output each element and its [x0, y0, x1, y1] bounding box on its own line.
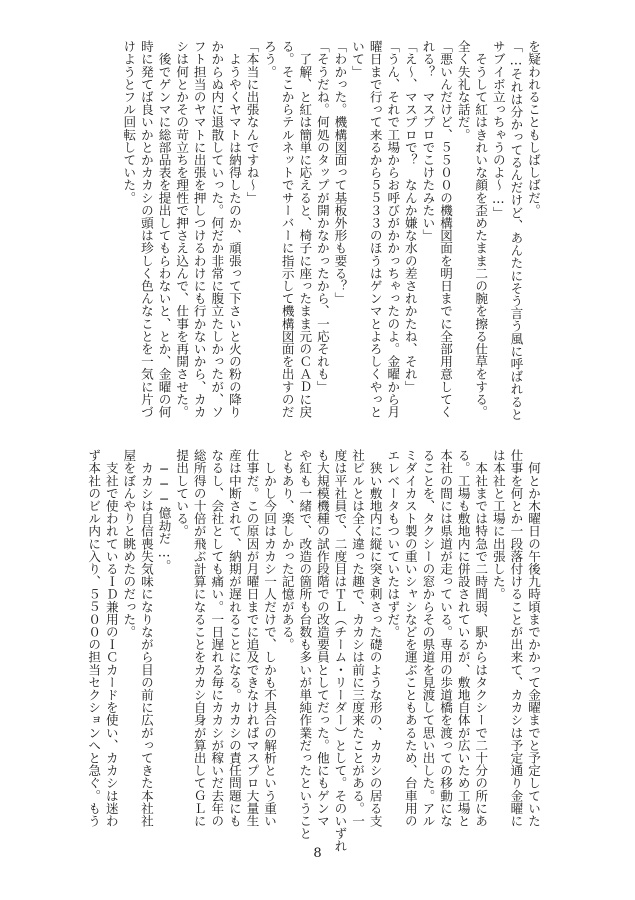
text-line: 曜日まで行って来るから５５３３のほうはゲンマとよろしくやっと	[367, 40, 383, 418]
text-line: 仕事を何とか一段落付けることが出来て、カカシは予定通り金曜に	[508, 449, 524, 827]
text-line: 「わかった。機構図面って基板外形も要る？」	[332, 40, 348, 305]
text-line: 支社で使われているＩＤ兼用のＩＣカードを使い、カカシは迷わ	[103, 449, 119, 827]
text-line: 「悪いんだけど、５５００の機構図面を明日までに全部用意してく	[438, 40, 454, 418]
text-line: 「…それは分かってるんだけど、あんたにそう言う風に呼ばれると	[508, 40, 524, 421]
text-line: けようとフル回転していた。	[121, 40, 137, 204]
text-line: 「本当に出張なんですね～」	[244, 40, 260, 204]
text-line: は本社と工場に出張した。	[490, 449, 506, 601]
text-line: 産は中断されて、納期が遅れることになる。カカシの責任問題にも	[226, 449, 242, 827]
text-line: る。工場も敷地内に併設されているが、敷地自体が広いため工場と	[455, 449, 471, 827]
text-line: 「え～、マスプロで？ なんか嫌な水の差されかたね、それ」	[402, 40, 418, 393]
text-line: 何とか木曜日の午後九時頃までかかって金曜までと予定していた	[526, 449, 541, 827]
text-line: 全く失礼な話だ。	[455, 40, 471, 141]
text-line: そうして紅はきれいな顔を歪めたまま二の腕を擦る仕草をする。	[473, 40, 489, 418]
text-line: 狭い敷地内に縦に突き刺さった礎のような形の、カカシの居る支	[367, 449, 383, 827]
text-line: 本社までは特急で二時間弱、駅からはタクシーで二十分の所にあ	[473, 449, 489, 827]
text-line: サブイボ立っちゃうのよ～…」	[490, 40, 506, 219]
text-line: いて」	[350, 40, 366, 78]
text-line: 度は平社員で、二度目はＴＬ（チーム・リーダー）として。そのいずれ	[332, 449, 348, 853]
text-line: ようやくヤマトは納得したのか、頑張って下さいと火の粉の降り	[226, 40, 242, 418]
text-line: を疑われることもしばしばだ。	[526, 40, 541, 217]
text-line: 仕事だ。この原因が月曜日までに追及できなければマスプロ大量生	[244, 449, 260, 827]
text-line: る。そこからテルネットでサーバーに指示して機構図面を出すのだ	[279, 40, 295, 418]
text-line: ることを、タクシーの窓からその県道を見渡して思い出した。アル	[420, 449, 436, 827]
text-line: フト担当のヤマトに出張を押しつけるわけにも行かないから、カカ	[191, 40, 207, 418]
lower-text-block	[86, 449, 542, 853]
text-line: 総所得の十倍が飛ぶ計算になることをカカシ自身が算出してＧＬに	[191, 449, 207, 827]
text-line: シは何とかその苛立ちを理性で押さえ込んで、仕事を再開させた。	[174, 40, 190, 418]
text-line: 社ビルとは全く違った趣で、カカシは前に三度来たことがある。一	[350, 449, 366, 827]
text-line: 後でゲンマに総部品表を提出してもらわないと、とか、金曜の何	[156, 40, 172, 418]
text-line: かからぬ内に退散していった。何だか非常に腹立たしかったが、ソ	[209, 40, 225, 418]
text-line: ミダイカスト製の重いシャシなどを運ぶこともあるため、台車用の	[402, 449, 418, 827]
text-line: 時に発てば良いかとかカカシの頭は珍しく色んなことを一気に片づ	[138, 40, 154, 418]
text-line: 提出している。	[174, 449, 190, 538]
text-line: や紅も一緒で、改造の箇所も台数も多いが単純作業だったということ	[297, 449, 313, 840]
text-line: 了解、と紅は簡単に応えると、椅子に座ったまま元のＣＡＤに戻	[297, 40, 313, 418]
text-line: れる？ マスプロでこけたみたい」	[420, 40, 436, 242]
text-line: カカシは自信喪失気味になりながら目の前に広がってきた本社社	[138, 449, 154, 827]
text-line: ず本社のビル内に入り、５５００の担当セクションへと急ぐ。もう	[86, 449, 102, 827]
upper-text-block	[102, 40, 542, 423]
text-line: 「そうだね。何処のタップが開かなかったから、一応それも」	[314, 40, 330, 393]
text-line: しかし今回はカカシ一人だけで、しかも不具合の解析という重い	[262, 449, 278, 827]
text-line: なるし、会社としても痛い。一日遅れる毎にカカシが稼いだ去年の	[209, 449, 225, 827]
text-line: ───億劫だ…。	[156, 449, 172, 572]
text-line: 屋をぼんやりと眺めたのだった。	[121, 449, 137, 638]
text-line: ともあり、楽しかった記憶がある。	[279, 449, 295, 651]
text-line: ろう。	[262, 40, 278, 78]
text-line: 本社の間には県道が走っている。専用の歩道橋を渡っての移動にな	[438, 449, 454, 827]
page-number: 8	[313, 846, 322, 861]
text-line: も大規模機種の試作段階での改造要員としてだった。他にもゲンマ	[314, 449, 330, 827]
text-line: エレベータもついていたはずだ。	[385, 449, 401, 638]
text-line: 「うん、それで工場からお呼びがかかっちゃったのよ。金曜から月	[385, 40, 401, 418]
